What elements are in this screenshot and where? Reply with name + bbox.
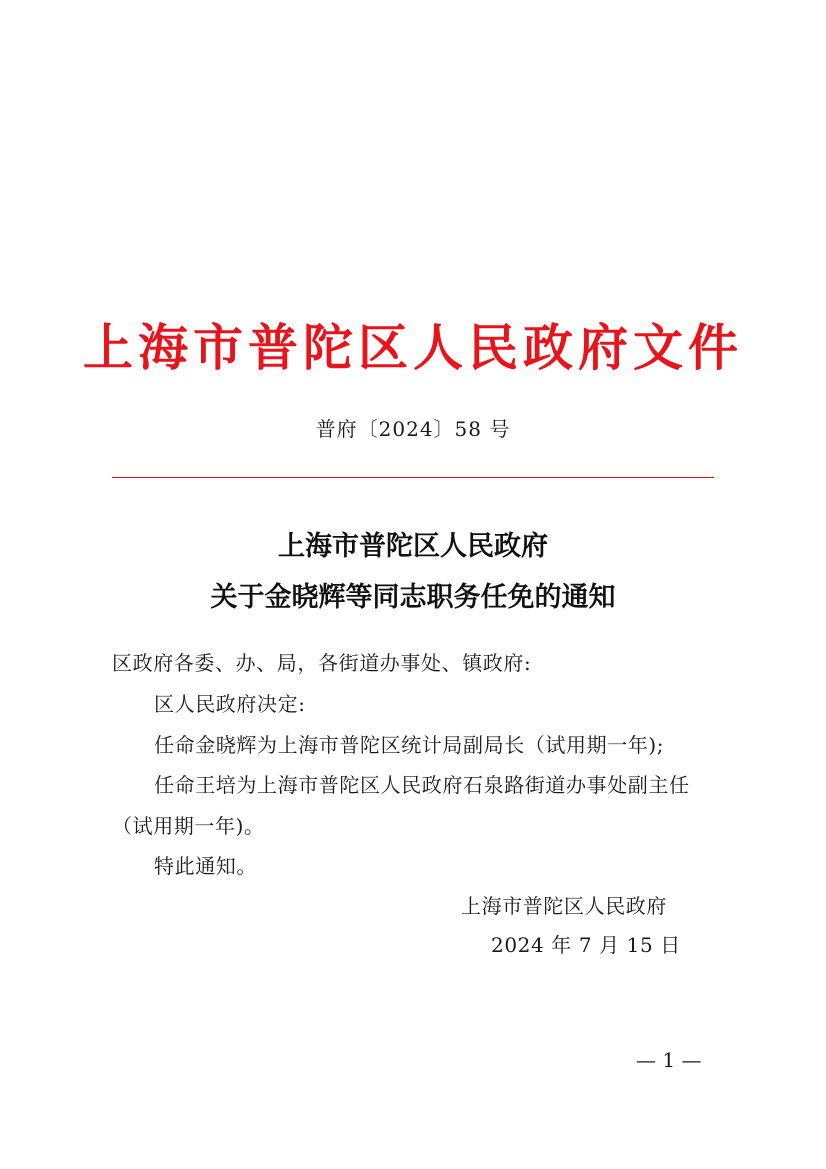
notice-title-line-2: 关于金晓辉等同志职务任免的通知 [210, 582, 616, 613]
document-masthead: 上海市普陀区人民政府文件 [83, 318, 743, 377]
decision-paragraph: 区人民政府决定: [154, 692, 306, 716]
notice-title-line-1: 上海市普陀区人民政府 [278, 531, 548, 562]
appointment-paragraph-2-line-2: （试用期一年)。 [112, 814, 265, 838]
red-divider [112, 477, 714, 478]
appointment-paragraph-2-line-1: 任命王培为上海市普陀区人民政府石泉路街道办事处副主任 [154, 773, 690, 797]
appointment-paragraph-1: 任命金晓辉为上海市普陀区统计局副局长（试用期一年); [154, 733, 665, 757]
page-number: — 1 — [636, 1048, 702, 1072]
closing-paragraph: 特此通知。 [154, 854, 257, 878]
addressee: 区政府各委、办、局，各街道办事处、镇政府: [112, 651, 532, 675]
issue-date: 2024 年 7 月 15 日 [491, 933, 681, 957]
issuing-authority: 上海市普陀区人民政府 [461, 894, 667, 918]
document-number: 普府〔2024〕58 号 [315, 417, 511, 441]
